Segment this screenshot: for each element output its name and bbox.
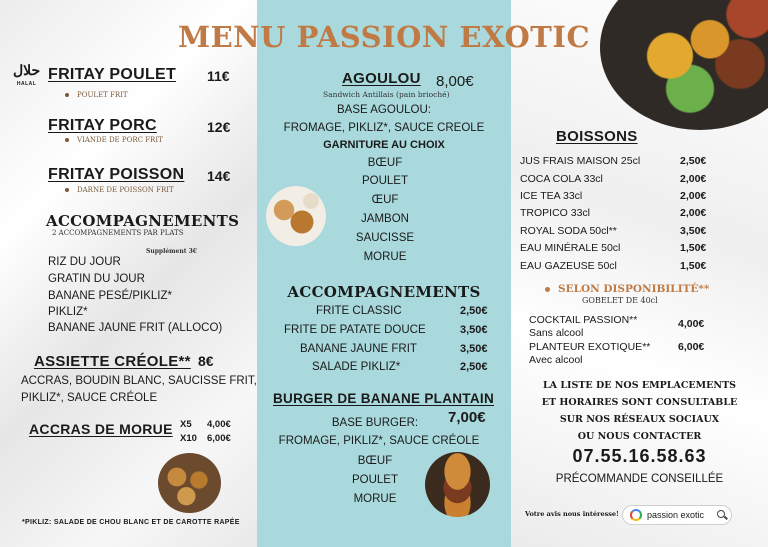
- mid-acc-banane-jaune: BANANE JAUNE FRIT: [300, 343, 417, 355]
- boissons-title: BOISSONS: [556, 128, 638, 145]
- agoulou-base: FROMAGE, PIKLIZ*, SAUCE CREOLE: [283, 122, 485, 134]
- drink-eau-minerale-price: 1,50€: [680, 242, 707, 254]
- acc-pikliz: PIKLIZ*: [48, 306, 88, 318]
- drink-tropico-price: 2,00€: [680, 207, 707, 219]
- item-fritay-poisson: FRITAY POISSON: [48, 166, 185, 183]
- drink-ice-tea: ICE TEA 33cl: [520, 190, 583, 202]
- accras-qty-5: X5: [180, 419, 192, 430]
- mid-acc-salade-pikliz: SALADE PIKLIZ*: [312, 361, 401, 373]
- drink-royal-soda: ROYAL SODA 50cl**: [520, 225, 617, 237]
- agoulou-desc: Sandwich Antillais (pain brioché): [323, 90, 450, 99]
- info-line-4: OU NOUS CONTACTER: [577, 431, 702, 442]
- cocktail-planteur: PLANTEUR EXOTIQUE**: [529, 341, 651, 353]
- burger-morue: MORUE: [353, 493, 397, 505]
- mid-accompagnements-title: ACCOMPAGNEMENTS: [287, 283, 481, 301]
- drink-eau-minerale: EAU MINÉRALE 50cl: [520, 242, 621, 254]
- sandwich-photo: [266, 186, 326, 246]
- garniture-poulet: POULET: [361, 175, 408, 187]
- info-line-3: SUR NOS RÉSEAUX SOCIAUX: [559, 414, 720, 425]
- mid-acc-banane-jaune-price: 3,50€: [460, 343, 488, 355]
- drink-ice-tea-price: 2,00€: [680, 190, 707, 202]
- drink-eau-gazeuse-price: 1,50€: [680, 260, 707, 272]
- accras-qty-10: X10: [180, 433, 197, 444]
- price-fritay-poisson: 14€: [207, 168, 231, 184]
- price-agoulou: 8,00€: [436, 73, 474, 90]
- halal-logo: [13, 63, 40, 91]
- burger-base-label: BASE BURGER:: [331, 417, 419, 429]
- item-accras-de-morue: ACCRAS DE MORUE: [29, 421, 173, 437]
- info-line-2: ET HORAIRES SONT CONSULTABLE: [541, 397, 738, 408]
- acc-riz: RIZ DU JOUR: [48, 256, 121, 268]
- drink-jus: JUS FRAIS MAISON 25cl: [520, 155, 641, 167]
- agoulou-garniture-title: GARNITURE AU CHOIX: [323, 139, 445, 151]
- selon-sub: GOBELET DE 40cl: [582, 296, 658, 305]
- drink-coca: COCA COLA 33cl: [520, 173, 603, 185]
- search-query: passion exotic: [647, 510, 705, 520]
- search-icon: [717, 510, 725, 518]
- mid-acc-salade-pikliz-price: 2,50€: [460, 361, 488, 373]
- assiette-line-1: ACCRAS, BOUDIN BLANC, SAUCISSE FRIT,: [21, 375, 257, 387]
- burger-base: FROMAGE, PIKLIZ*, SAUCE CRÉOLE: [278, 435, 480, 447]
- acc-banane-pese: BANANE PESÉ/PIKLIZ*: [48, 290, 172, 302]
- cocktail-passion: COCKTAIL PASSION**: [529, 314, 638, 326]
- acc-gratin: GRATIN DU JOUR: [48, 273, 145, 285]
- supplement-note: Supplément 3€: [146, 248, 197, 255]
- mid-acc-patate-douce: FRITE DE PATATE DOUCE: [284, 324, 426, 336]
- drink-coca-price: 2,00€: [680, 173, 707, 185]
- accras-price-5: 4,00€: [207, 419, 231, 430]
- mid-acc-frite-classic-price: 2,50€: [460, 305, 488, 317]
- drink-tropico: TROPICO 33cl: [520, 207, 591, 219]
- cocktail-passion-price: 4,00€: [678, 318, 705, 330]
- pikliz-footnote: *PIKLIZ: SALADE DE CHOU BLANC ET DE CAROTTE RAPÉE: [22, 519, 240, 526]
- drink-royal-soda-price: 3,50€: [680, 225, 707, 237]
- info-line-1: LA LISTE DE NOS EMPLACEMENTS: [543, 380, 736, 391]
- left-accompagnements-title: ACCOMPAGNEMENTS: [46, 212, 240, 230]
- halal-latin: HALAL: [16, 81, 37, 87]
- precommande-note: PRÉCOMMANDE CONSEILLÉE: [555, 473, 724, 485]
- item-assiette-creole: ASSIETTE CRÉOLE**: [34, 353, 191, 370]
- selon-title: SELON DISPONIBILITÉ**: [545, 283, 709, 295]
- accompagnements-note: 2 ACCOMPAGNEMENTS PAR PLATS: [52, 229, 184, 237]
- cocktail-passion-detail: Sans alcool: [529, 327, 584, 339]
- price-burger-plantain: 7,00€: [448, 409, 486, 426]
- interest-note: Votre avis nous intéresse!: [525, 510, 619, 518]
- google-icon: [630, 509, 642, 521]
- desc-fritay-poisson: DARNE DE POISSON FRIT: [65, 186, 174, 194]
- price-assiette-creole: 8€: [198, 353, 214, 369]
- accras-photo: [158, 453, 221, 513]
- agoulou-base-label: BASE AGOULOU:: [337, 104, 431, 116]
- menu-title: MENU PASSION EXOTIC: [177, 20, 591, 54]
- garniture-boeuf: BŒUF: [367, 157, 403, 169]
- garniture-oeuf: ŒUF: [371, 194, 399, 206]
- cocktail-planteur-price: 6,00€: [678, 341, 705, 353]
- item-fritay-porc: FRITAY PORC: [48, 117, 157, 134]
- item-fritay-poulet: FRITAY POULET: [48, 66, 177, 83]
- garniture-morue: MORUE: [363, 251, 407, 263]
- item-burger-plantain: BURGER DE BANANE PLANTAIN: [273, 391, 495, 406]
- price-fritay-poulet: 11€: [207, 68, 230, 84]
- mid-acc-frite-classic: FRITE CLASSIC: [316, 305, 402, 317]
- accras-price-10: 6,00€: [207, 433, 231, 444]
- drink-jus-price: 2,50€: [680, 155, 707, 167]
- assiette-line-2: PIKLIZ*, SAUCE CRÉOLE: [21, 392, 158, 404]
- price-fritay-porc: 12€: [207, 119, 231, 135]
- burger-boeuf: BŒUF: [357, 455, 393, 467]
- drink-eau-gazeuse: EAU GAZEUSE 50cl: [520, 260, 617, 272]
- mid-acc-patate-douce-price: 3,50€: [460, 324, 488, 336]
- garniture-jambon: JAMBON: [361, 213, 409, 225]
- halal-arabic: حلال: [13, 62, 41, 78]
- burger-photo: [425, 452, 490, 517]
- desc-fritay-poulet: POULET FRIT: [65, 91, 128, 99]
- burger-poulet: POULET: [351, 474, 398, 486]
- item-agoulou: AGOULOU: [342, 70, 421, 87]
- acc-alloco: BANANE JAUNE FRIT (ALLOCO): [48, 322, 223, 334]
- phone-number[interactable]: 07.55.16.58.63: [572, 446, 707, 466]
- desc-fritay-porc: VIANDE DE PORC FRIT: [65, 136, 163, 144]
- cocktail-planteur-detail: Avec alcool: [529, 354, 583, 366]
- garniture-saucisse: SAUCISSE: [355, 232, 415, 244]
- google-search-box[interactable]: [622, 505, 732, 525]
